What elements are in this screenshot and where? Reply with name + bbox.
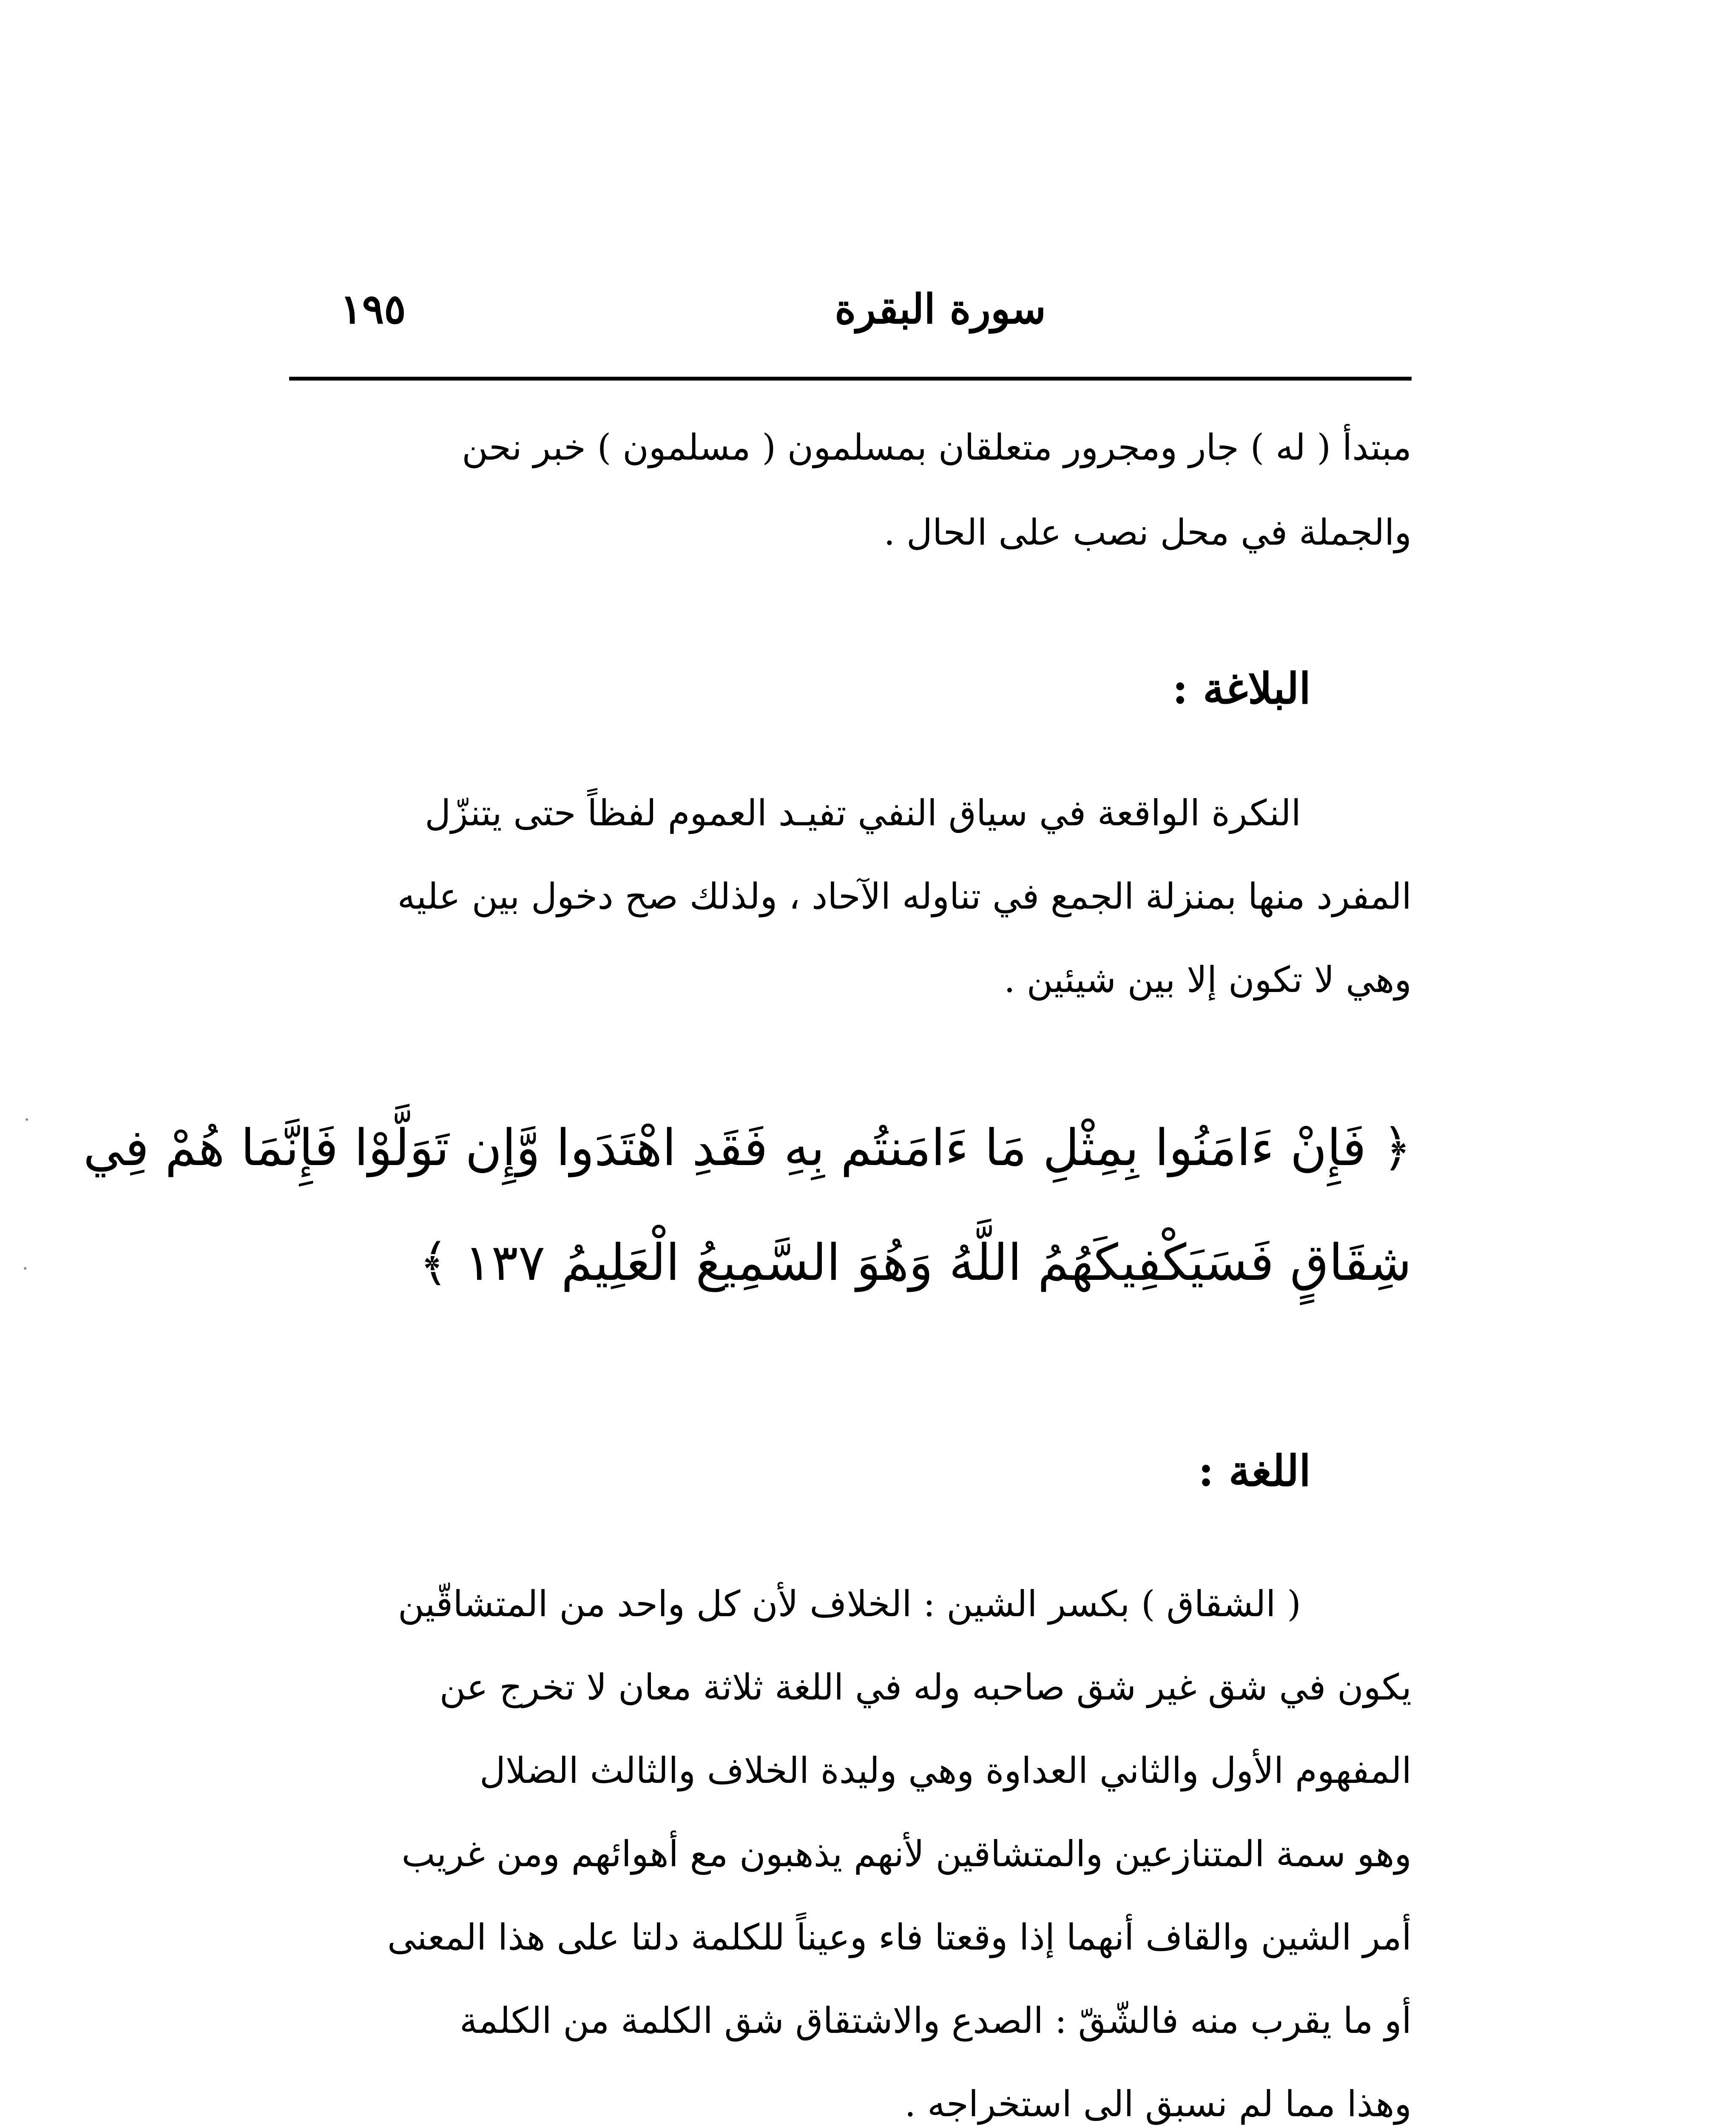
verse-line: ﴿ فَإِنْ ءَامَنُوا بِمِثْلِ مَا ءَامَنتُم بِهِ فَقَدِ اهْتَدَوا وَّإِن تَوَلَّوْا فَإِنَّمَا هُمْ فِي [83,1118,1412,1177]
page-header [289,281,1412,349]
grammar-continuation [272,426,1412,600]
header-rule [289,377,1412,381]
language-line: يكون في شق غير شق صاحبه وله في اللغة ثلاثة معان لا تخرج عن [439,1666,1412,1708]
rhetoric-heading: البلاغة : [1172,663,1311,713]
language-line: ( الشقاق ) بكسر الشين : الخلاف لأن كل واحد من المتشاقّين [398,1583,1301,1625]
verse-line: شِقَاقٍ فَسَيَكْفِيكَهُمُ اللَّهُ وَهُوَ السَّمِيعُ الْعَلِيمُ ١٣٧ ﴾ [419,1233,1412,1292]
grammar-line: والجملة في محل نصب على الحال . [884,512,1412,553]
language-line: أو ما يقرب منه فالشّقّ : الصدع والاشتقاق شق الكلمة من الكلمة [459,2000,1412,2041]
scan-speck [24,1267,26,1270]
rhetoric-line: وهي لا تكون إلا بين شيئين . [1004,959,1412,1000]
language-line: المفهوم الأول والثاني العداوة وهي وليدة الخلاف والثالث الضلال [479,1750,1412,1791]
language-line: وهذا مما لم نسبق الى استخراجه . [904,2083,1412,2125]
language-line: وهو سمة المتنازعين والمتشاقين لأنهم يذهبون مع أهوائهم ومن غريب [401,1833,1412,1875]
page-number: ١٩٥ [340,285,406,333]
rhetoric-line: النكرة الواقعة في سياق النفي تفيـد العموم لفظاً حتى يتنزّل [425,792,1301,834]
language-heading: اللغة : [1198,1446,1311,1496]
quran-verse [83,1118,1412,1352]
grammar-line: مبتدأ ( له ) جار ومجرور متعلقان بمسلمون ( مسلمون ) خبر نحن [462,426,1412,468]
language-paragraph [272,1583,1412,2126]
scan-speck [26,1118,28,1121]
chapter-title: سورة البقرة [835,285,1046,333]
rhetoric-line: المفرد منها بمنزلة الجمع في تناوله الآحاد ، ولذلك صح دخول بين عليه [397,875,1412,917]
language-line: أمر الشين والقاف أنهما إذا وقعتا فاء وعيناً للكلمة دلتا على هذا المعنى [387,1916,1412,1958]
rhetoric-paragraph [272,792,1412,1045]
